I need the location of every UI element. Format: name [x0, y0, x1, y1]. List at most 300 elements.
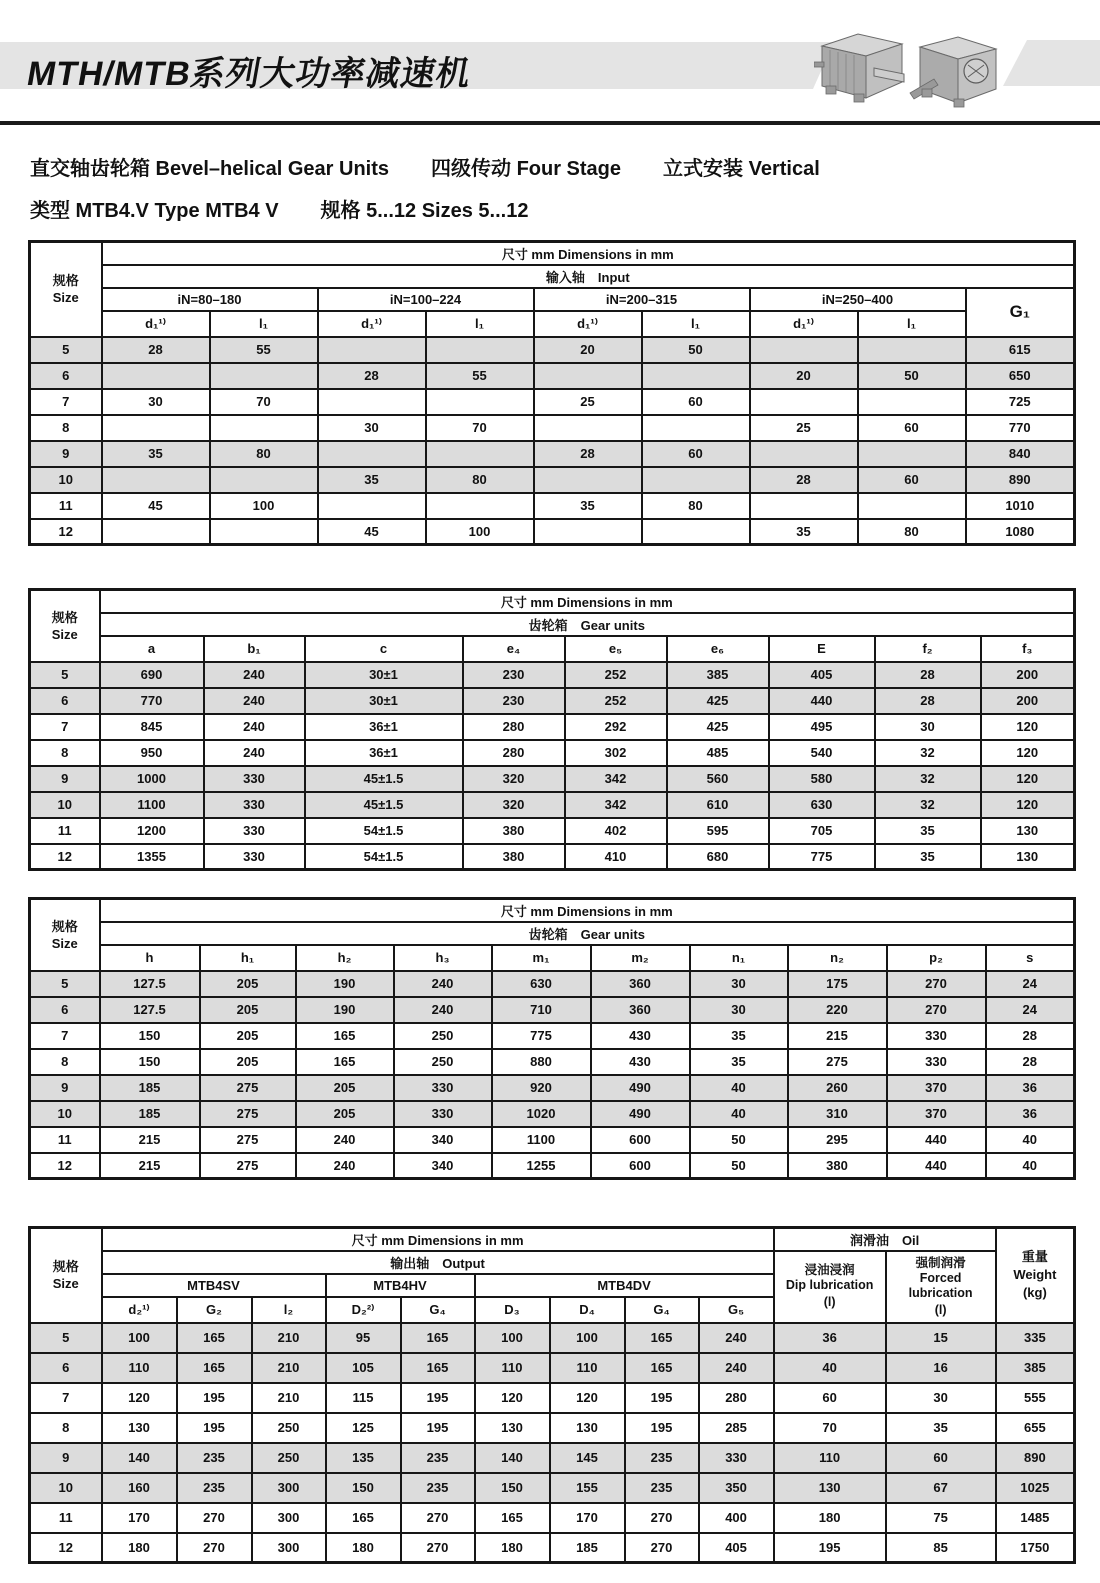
input-group-header: 输入轴 Input — [102, 265, 1075, 288]
oil-header: 润滑油 Oil — [774, 1228, 996, 1251]
value-cell — [210, 415, 318, 441]
value-cell: 45 — [102, 493, 210, 519]
value-cell — [102, 415, 210, 441]
value-cell: 402 — [565, 818, 667, 844]
gearbox-photo-fan-cover — [908, 27, 998, 109]
value-cell: 40 — [774, 1353, 886, 1383]
value-cell: 28 — [750, 467, 858, 493]
value-cell: 80 — [858, 519, 966, 545]
forced-lubrication-header: 强制润滑 Forced lubrication (l) — [886, 1251, 996, 1323]
value-cell: 30 — [875, 714, 981, 740]
value-cell: 1750 — [996, 1533, 1075, 1563]
value-cell: 190 — [296, 971, 394, 997]
table-row — [30, 519, 1075, 545]
col-header: e₆ — [667, 636, 769, 662]
size-cell: 7 — [30, 714, 100, 740]
value-cell: 710 — [492, 997, 591, 1023]
subtitle-gear-type: 直交轴齿轮箱 Bevel–helical Gear Units — [30, 158, 390, 180]
table-row — [30, 493, 1075, 519]
subtitle-line-1 — [30, 152, 820, 181]
value-cell — [534, 467, 642, 493]
value-cell: 60 — [858, 467, 966, 493]
table-row — [30, 688, 1075, 714]
value-cell: 120 — [981, 792, 1075, 818]
value-cell: 185 — [550, 1533, 625, 1563]
value-cell: 35 — [102, 441, 210, 467]
value-cell: 775 — [769, 844, 875, 870]
col-header: l₁ — [642, 311, 750, 337]
col-header: E — [769, 636, 875, 662]
value-cell: 95 — [326, 1323, 401, 1353]
value-cell: 340 — [394, 1127, 492, 1153]
value-cell: 280 — [463, 714, 565, 740]
value-cell: 35 — [690, 1023, 788, 1049]
value-cell: 135 — [326, 1443, 401, 1473]
value-cell: 165 — [625, 1323, 699, 1353]
value-cell: 240 — [394, 997, 492, 1023]
value-cell: 30±1 — [305, 688, 463, 714]
value-cell: 150 — [475, 1473, 550, 1503]
value-cell: 342 — [565, 766, 667, 792]
value-cell: 50 — [642, 337, 750, 363]
value-cell: 295 — [788, 1127, 887, 1153]
value-cell — [642, 415, 750, 441]
col-header: G₄ — [625, 1297, 699, 1323]
size-cell: 5 — [30, 337, 102, 363]
value-cell: 70 — [774, 1413, 886, 1443]
value-cell: 50 — [858, 363, 966, 389]
model-header-mtb4dv: MTB4DV — [475, 1274, 774, 1297]
table-row — [30, 1023, 1075, 1049]
value-cell: 360 — [591, 997, 690, 1023]
value-cell: 25 — [534, 389, 642, 415]
value-cell: 165 — [296, 1023, 394, 1049]
table-row — [30, 1413, 1075, 1443]
value-cell: 30±1 — [305, 662, 463, 688]
value-cell: 28 — [875, 662, 981, 688]
output-group-header: 输出轴 Output — [102, 1251, 774, 1274]
value-cell: 205 — [296, 1075, 394, 1101]
col-header: l₂ — [252, 1297, 326, 1323]
value-cell: 127.5 — [100, 997, 200, 1023]
value-cell: 35 — [875, 818, 981, 844]
value-cell: 180 — [475, 1533, 550, 1563]
value-cell: 170 — [102, 1503, 177, 1533]
value-cell: 195 — [625, 1413, 699, 1443]
value-cell: 28 — [986, 1049, 1075, 1075]
size-column-header: 规格 Size — [30, 899, 100, 971]
value-cell — [750, 493, 858, 519]
table-row — [30, 1353, 1075, 1383]
value-cell: 1025 — [996, 1473, 1075, 1503]
value-cell: 195 — [401, 1413, 475, 1443]
value-cell: 235 — [177, 1473, 252, 1503]
dimensions-header: 尺寸 mm Dimensions in mm — [100, 590, 1075, 613]
value-cell: 35 — [875, 844, 981, 870]
value-cell: 35 — [690, 1049, 788, 1075]
size-cell: 5 — [30, 1323, 102, 1353]
value-cell: 60 — [642, 441, 750, 467]
value-cell: 165 — [401, 1323, 475, 1353]
header-divider — [0, 121, 1100, 125]
col-header: s — [986, 945, 1075, 971]
value-cell: 50 — [690, 1127, 788, 1153]
value-cell: 240 — [204, 740, 305, 766]
value-cell: 195 — [625, 1383, 699, 1413]
value-cell: 235 — [177, 1443, 252, 1473]
value-cell: 110 — [475, 1353, 550, 1383]
size-cell: 12 — [30, 1533, 102, 1563]
value-cell: 240 — [394, 971, 492, 997]
value-cell: 840 — [966, 441, 1075, 467]
size-cell: 12 — [30, 844, 100, 870]
value-cell: 240 — [296, 1127, 394, 1153]
value-cell: 125 — [326, 1413, 401, 1443]
value-cell: 360 — [591, 971, 690, 997]
gearunit-group-header: 齿轮箱 Gear units — [100, 922, 1075, 945]
value-cell: 230 — [463, 662, 565, 688]
value-cell: 1000 — [100, 766, 204, 792]
value-cell: 330 — [204, 818, 305, 844]
value-cell: 330 — [887, 1049, 986, 1075]
value-cell: 165 — [625, 1353, 699, 1383]
subtitle-sizes: 规格 5...12 Sizes 5...12 — [320, 200, 529, 222]
value-cell: 155 — [550, 1473, 625, 1503]
table-row — [30, 1127, 1075, 1153]
value-cell: 1100 — [492, 1127, 591, 1153]
value-cell: 430 — [591, 1049, 690, 1075]
gearunit-group-header: 齿轮箱 Gear units — [100, 613, 1075, 636]
value-cell: 310 — [788, 1101, 887, 1127]
value-cell: 440 — [769, 688, 875, 714]
value-cell: 36±1 — [305, 740, 463, 766]
value-cell: 185 — [100, 1075, 200, 1101]
table-row — [30, 792, 1075, 818]
size-cell: 10 — [30, 467, 102, 493]
value-cell: 270 — [887, 971, 986, 997]
value-cell: 55 — [210, 337, 318, 363]
value-cell: 30 — [102, 389, 210, 415]
value-cell: 200 — [981, 662, 1075, 688]
value-cell: 680 — [667, 844, 769, 870]
subtitle-type: 类型 MTB4.V Type MTB4 V — [30, 200, 279, 222]
value-cell: 380 — [463, 818, 565, 844]
value-cell: 630 — [492, 971, 591, 997]
value-cell: 180 — [102, 1533, 177, 1563]
value-cell: 890 — [996, 1443, 1075, 1473]
value-cell: 1355 — [100, 844, 204, 870]
value-cell: 655 — [996, 1413, 1075, 1443]
value-cell: 195 — [401, 1383, 475, 1413]
size-cell: 8 — [30, 415, 102, 441]
value-cell: 54±1.5 — [305, 844, 463, 870]
value-cell: 270 — [401, 1503, 475, 1533]
value-cell: 24 — [986, 971, 1075, 997]
value-cell: 130 — [102, 1413, 177, 1443]
value-cell: 555 — [996, 1383, 1075, 1413]
value-cell: 320 — [463, 792, 565, 818]
value-cell: 1080 — [966, 519, 1075, 545]
ratio-range-header: iN=250–400 — [750, 288, 966, 311]
table-row — [30, 363, 1075, 389]
value-cell: 400 — [699, 1503, 774, 1533]
size-column-header: 规格 Size — [30, 590, 100, 662]
value-cell: 160 — [102, 1473, 177, 1503]
value-cell: 275 — [200, 1153, 296, 1179]
value-cell: 275 — [200, 1075, 296, 1101]
value-cell: 30 — [690, 971, 788, 997]
size-cell: 10 — [30, 792, 100, 818]
value-cell: 210 — [252, 1323, 326, 1353]
size-cell: 11 — [30, 493, 102, 519]
table-input-dimensions — [28, 240, 1073, 546]
col-header: f₃ — [981, 636, 1075, 662]
value-cell: 330 — [887, 1023, 986, 1049]
value-cell: 150 — [326, 1473, 401, 1503]
col-header: p₂ — [887, 945, 986, 971]
value-cell: 100 — [426, 519, 534, 545]
subtitle-mounting: 立式安装 Vertical — [663, 158, 820, 180]
value-cell: 342 — [565, 792, 667, 818]
value-cell — [534, 519, 642, 545]
value-cell: 50 — [690, 1153, 788, 1179]
value-cell: 370 — [887, 1101, 986, 1127]
value-cell: 240 — [204, 688, 305, 714]
table-row — [30, 415, 1075, 441]
value-cell: 15 — [886, 1323, 996, 1353]
value-cell: 370 — [887, 1075, 986, 1101]
value-cell: 36 — [986, 1101, 1075, 1127]
size-cell: 11 — [30, 818, 100, 844]
value-cell: 235 — [401, 1443, 475, 1473]
value-cell: 60 — [642, 389, 750, 415]
value-cell: 1255 — [492, 1153, 591, 1179]
table-row — [30, 1049, 1075, 1075]
col-header: a — [100, 636, 204, 662]
value-cell: 200 — [981, 688, 1075, 714]
value-cell: 28 — [102, 337, 210, 363]
table-row — [30, 467, 1075, 493]
table-row — [30, 844, 1075, 870]
value-cell — [426, 389, 534, 415]
table-row — [30, 1101, 1075, 1127]
value-cell: 35 — [750, 519, 858, 545]
col-header: n₁ — [690, 945, 788, 971]
value-cell: 440 — [887, 1153, 986, 1179]
value-cell: 320 — [463, 766, 565, 792]
table-row — [30, 441, 1075, 467]
col-header: f₂ — [875, 636, 981, 662]
value-cell — [318, 337, 426, 363]
value-cell: 490 — [591, 1075, 690, 1101]
value-cell: 252 — [565, 688, 667, 714]
value-cell: 210 — [252, 1383, 326, 1413]
value-cell: 235 — [625, 1473, 699, 1503]
value-cell: 60 — [774, 1383, 886, 1413]
col-header: d₁¹⁾ — [534, 311, 642, 337]
value-cell — [750, 337, 858, 363]
value-cell: 60 — [886, 1443, 996, 1473]
value-cell: 210 — [252, 1353, 326, 1383]
value-cell: 45 — [318, 519, 426, 545]
value-cell: 150 — [100, 1023, 200, 1049]
value-cell: 920 — [492, 1075, 591, 1101]
value-cell: 150 — [100, 1049, 200, 1075]
value-cell: 725 — [966, 389, 1075, 415]
ratio-range-header: iN=100–224 — [318, 288, 534, 311]
table-row — [30, 1533, 1075, 1563]
value-cell — [750, 441, 858, 467]
ratio-range-header: iN=200–315 — [534, 288, 750, 311]
value-cell: 240 — [204, 714, 305, 740]
value-cell: 440 — [887, 1127, 986, 1153]
table-gearunit-dimensions-1 — [28, 588, 1073, 871]
col-header: d₁¹⁾ — [102, 311, 210, 337]
value-cell: 292 — [565, 714, 667, 740]
value-cell: 80 — [210, 441, 318, 467]
size-cell: 9 — [30, 1443, 102, 1473]
size-column-header: 规格 Size — [30, 1228, 102, 1323]
weight-column-header: 重量 Weight (kg) — [996, 1228, 1075, 1323]
col-header: b₁ — [204, 636, 305, 662]
value-cell: 252 — [565, 662, 667, 688]
size-cell: 7 — [30, 389, 102, 415]
value-cell: 650 — [966, 363, 1075, 389]
value-cell: 1020 — [492, 1101, 591, 1127]
col-header: G₂ — [177, 1297, 252, 1323]
table-row — [30, 766, 1075, 792]
value-cell: 250 — [394, 1023, 492, 1049]
value-cell: 300 — [252, 1503, 326, 1533]
col-header: h — [100, 945, 200, 971]
col-header: l₁ — [858, 311, 966, 337]
value-cell: 385 — [996, 1353, 1075, 1383]
value-cell — [318, 441, 426, 467]
value-cell: 60 — [858, 415, 966, 441]
value-cell: 100 — [210, 493, 318, 519]
value-cell: 140 — [475, 1443, 550, 1473]
value-cell: 120 — [550, 1383, 625, 1413]
value-cell: 28 — [986, 1023, 1075, 1049]
value-cell: 175 — [788, 971, 887, 997]
value-cell — [426, 493, 534, 519]
value-cell: 195 — [177, 1383, 252, 1413]
ratio-range-header: iN=80–180 — [102, 288, 318, 311]
col-header: D₂²⁾ — [326, 1297, 401, 1323]
value-cell: 950 — [100, 740, 204, 766]
size-cell: 8 — [30, 740, 100, 766]
value-cell: 490 — [591, 1101, 690, 1127]
dip-lubrication-header: 浸油浸润 Dip lubrication (l) — [774, 1251, 886, 1323]
value-cell — [426, 441, 534, 467]
value-cell: 120 — [475, 1383, 550, 1413]
value-cell: 580 — [769, 766, 875, 792]
value-cell: 40 — [690, 1075, 788, 1101]
col-header: d₂¹⁾ — [102, 1297, 177, 1323]
value-cell: 130 — [981, 844, 1075, 870]
value-cell: 205 — [200, 971, 296, 997]
value-cell: 105 — [326, 1353, 401, 1383]
subtitle-line-2 — [30, 194, 528, 223]
size-cell: 6 — [30, 688, 100, 714]
value-cell: 67 — [886, 1473, 996, 1503]
value-cell — [210, 467, 318, 493]
value-cell: 35 — [886, 1413, 996, 1443]
value-cell: 32 — [875, 766, 981, 792]
value-cell: 385 — [667, 662, 769, 688]
value-cell: 1200 — [100, 818, 204, 844]
value-cell: 70 — [426, 415, 534, 441]
col-header: G₄ — [401, 1297, 475, 1323]
value-cell: 195 — [177, 1413, 252, 1443]
subtitle-stages: 四级传动 Four Stage — [431, 158, 622, 180]
value-cell: 330 — [204, 844, 305, 870]
col-header: m₂ — [591, 945, 690, 971]
table-row — [30, 1323, 1075, 1353]
size-cell: 9 — [30, 1075, 100, 1101]
value-cell: 120 — [981, 714, 1075, 740]
value-cell: 280 — [699, 1383, 774, 1413]
value-cell: 240 — [699, 1353, 774, 1383]
table-row — [30, 662, 1075, 688]
value-cell: 130 — [550, 1413, 625, 1443]
value-cell: 615 — [966, 337, 1075, 363]
dimensions-header: 尺寸 mm Dimensions in mm — [102, 1228, 774, 1251]
value-cell: 28 — [534, 441, 642, 467]
value-cell: 410 — [565, 844, 667, 870]
value-cell: 35 — [534, 493, 642, 519]
value-cell: 380 — [788, 1153, 887, 1179]
value-cell: 250 — [252, 1413, 326, 1443]
value-cell: 240 — [204, 662, 305, 688]
value-cell: 560 — [667, 766, 769, 792]
value-cell: 45±1.5 — [305, 766, 463, 792]
value-cell: 20 — [750, 363, 858, 389]
value-cell: 275 — [200, 1127, 296, 1153]
table-row — [30, 337, 1075, 363]
value-cell: 250 — [394, 1049, 492, 1075]
value-cell: 690 — [100, 662, 204, 688]
value-cell: 165 — [475, 1503, 550, 1533]
value-cell: 770 — [100, 688, 204, 714]
value-cell: 190 — [296, 997, 394, 1023]
table-row — [30, 997, 1075, 1023]
size-cell: 9 — [30, 766, 100, 792]
value-cell: 165 — [401, 1353, 475, 1383]
value-cell: 130 — [981, 818, 1075, 844]
value-cell: 110 — [550, 1353, 625, 1383]
value-cell: 430 — [591, 1023, 690, 1049]
value-cell: 127.5 — [100, 971, 200, 997]
value-cell: 165 — [177, 1353, 252, 1383]
value-cell: 140 — [102, 1443, 177, 1473]
value-cell: 205 — [200, 1049, 296, 1075]
value-cell: 80 — [426, 467, 534, 493]
table-row — [30, 1383, 1075, 1413]
value-cell: 775 — [492, 1023, 591, 1049]
col-header: e₅ — [565, 636, 667, 662]
value-cell — [210, 519, 318, 545]
value-cell: 32 — [875, 792, 981, 818]
value-cell: 85 — [886, 1533, 996, 1563]
value-cell: 240 — [296, 1153, 394, 1179]
value-cell: 130 — [774, 1473, 886, 1503]
size-cell: 5 — [30, 971, 100, 997]
value-cell — [318, 389, 426, 415]
table-row — [30, 818, 1075, 844]
col-header: c — [305, 636, 463, 662]
table-row — [30, 971, 1075, 997]
